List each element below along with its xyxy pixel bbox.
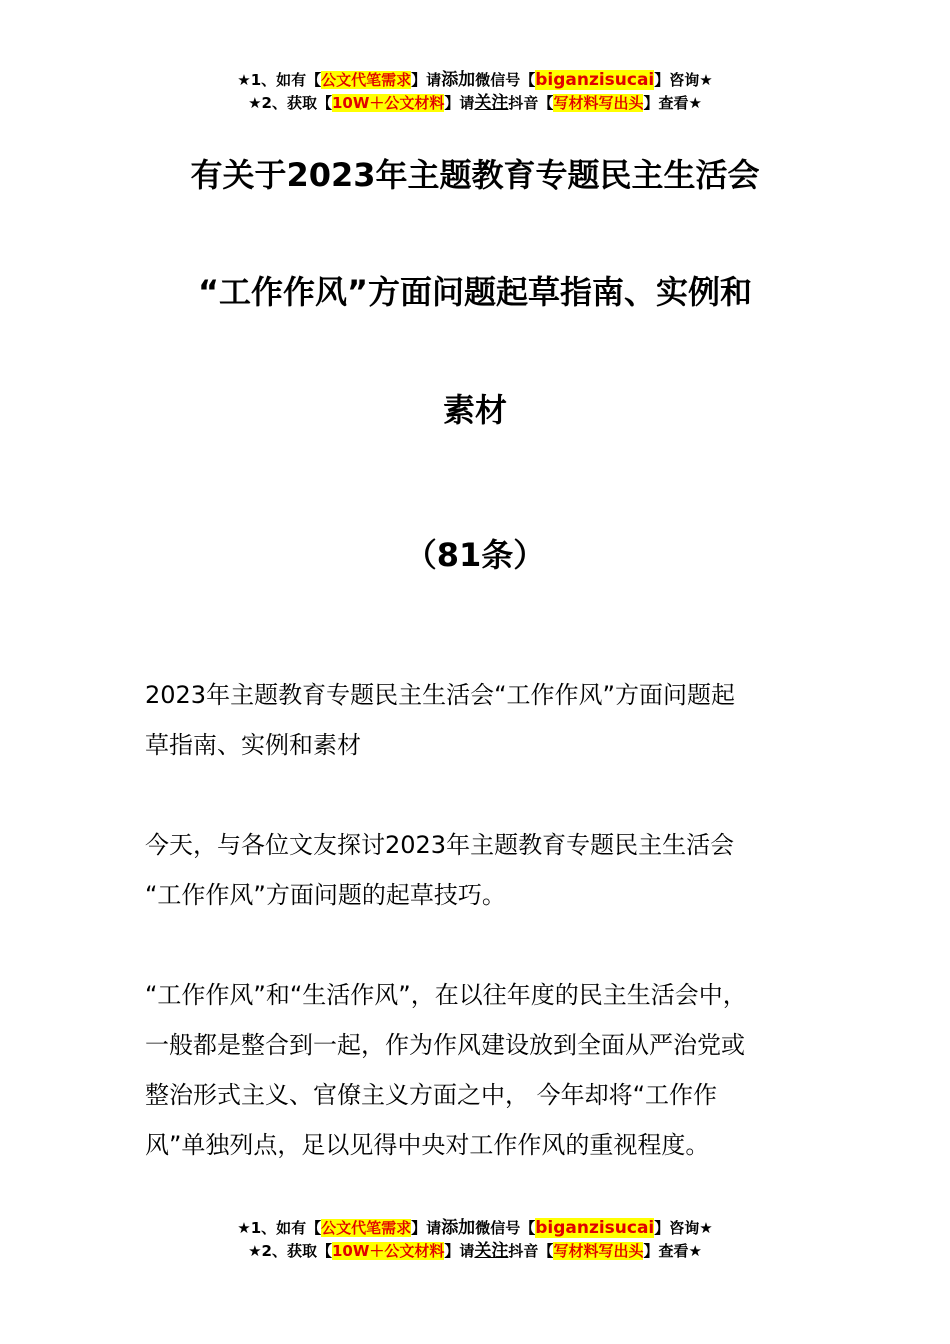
promo-highlight: 公文代笔需求 [321, 1219, 412, 1237]
promo-highlight: 公文代笔需求 [321, 71, 412, 89]
promo-highlight: 10W＋公文材料 [331, 94, 445, 112]
promo-douyin-id: 写材料写出头 [553, 94, 644, 112]
page-subtitle-count: （81条） [404, 536, 546, 574]
page-title-line-1: 有关于2023年主题教育专题民主生活会 [190, 156, 760, 194]
page-title-line-3: 素材 [442, 391, 507, 429]
footer-promo [0, 1217, 950, 1263]
body-paragraph-2: 今天，与各位文友探讨2023年主题教育专题民主生活会 “工作作风”方面问题的起草技巧。 [145, 831, 735, 909]
promo-wechat-id: biganzisucai [535, 1218, 655, 1238]
promo-highlight: 10W＋公文材料 [331, 1242, 445, 1260]
promo-douyin-id: 写材料写出头 [553, 1242, 644, 1260]
promo-wechat-id: biganzisucai [535, 70, 655, 90]
body-paragraph-3: “工作作风”和“生活作风”，在以往年度的民主生活会中， 一般都是整合到一起，作为作风建设放到全面从严治党或 整治形式主义、官僚主义方面之中， 今年却将“工作作 风”单独列点，足以见得中央对工作作风的重视程度。 [145, 981, 747, 1159]
promo-line-1: ★1、如有【公文代笔需求】请添加微信号【biganzisucai】咨询★ [237, 70, 713, 90]
body-paragraph-1: 2023年主题教育专题民主生活会“工作作风”方面问题起 草指南、实例和素材 [145, 681, 735, 759]
header-promo [0, 69, 950, 115]
page-title-line-2: “工作作风”方面问题起草指南、实例和 [197, 273, 753, 311]
promo-line-2: ★2、获取【10W＋公文材料】请关注抖音【写材料写出头】查看★ [248, 93, 702, 113]
promo-line-1: ★1、如有【公文代笔需求】请添加微信号【biganzisucai】咨询★ [237, 1218, 713, 1238]
promo-line-2: ★2、获取【10W＋公文材料】请关注抖音【写材料写出头】查看★ [248, 1241, 702, 1261]
